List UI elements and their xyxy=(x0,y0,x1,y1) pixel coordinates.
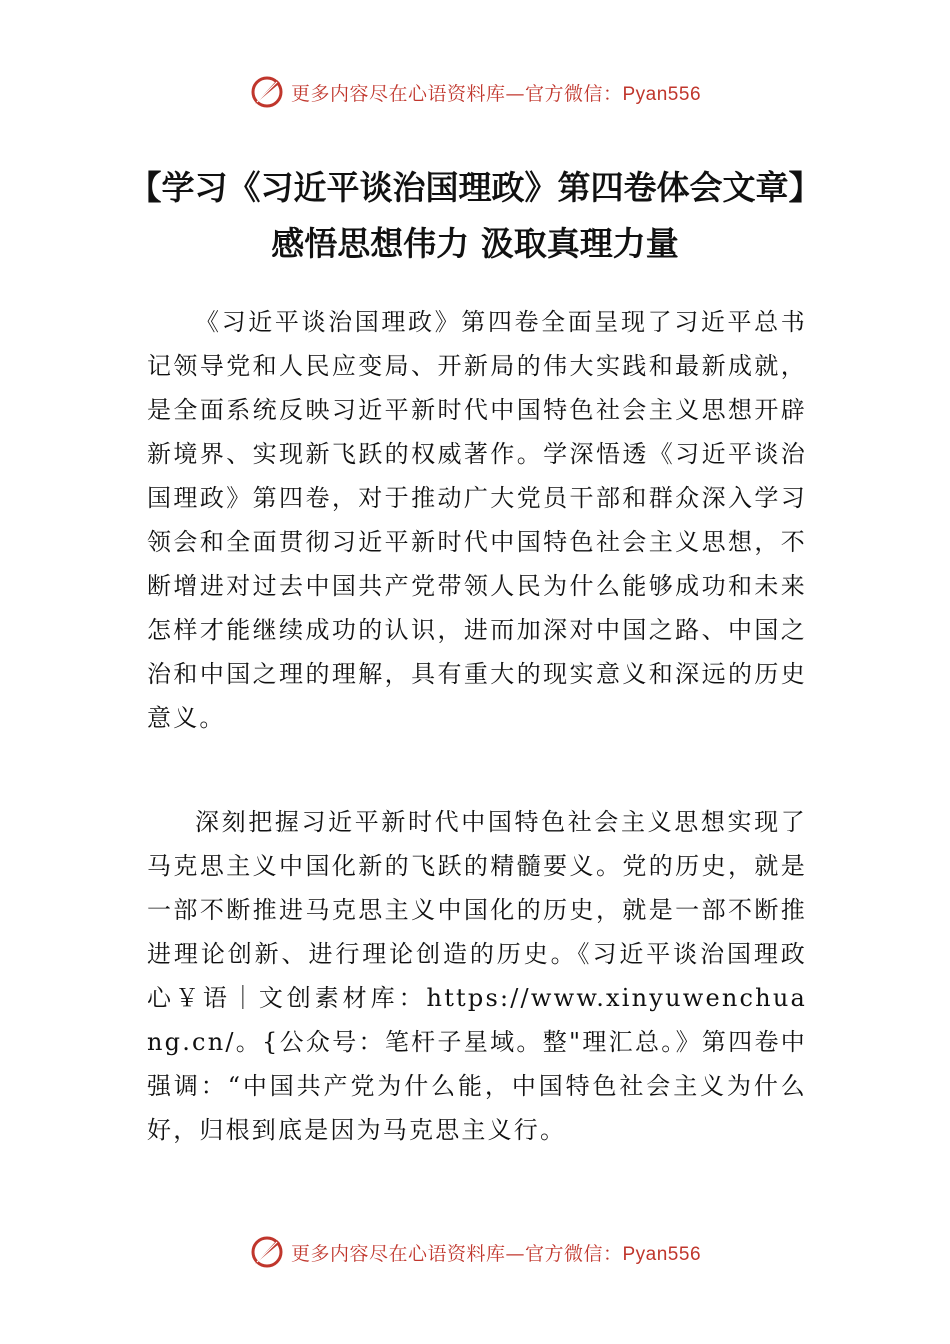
banner-slogan: 更多内容尽在心语资料库— xyxy=(290,82,525,105)
banner-slogan: 更多内容尽在心语资料库— xyxy=(290,1242,525,1265)
quill-logo-icon xyxy=(249,1234,285,1270)
quill-logo-icon xyxy=(249,74,285,110)
banner-wechat-label: 官方微信： xyxy=(524,1242,623,1265)
document-body xyxy=(147,300,807,1152)
banner-text xyxy=(291,79,701,106)
footer-banner xyxy=(0,1230,950,1274)
paragraph-1: 《习近平谈治国理政》第四卷全面呈现了习近平总书记领导党和人民应变局、开新局的伟大实践和最新成就，是全面系统反映习近平新时代中国特色社会主义思想开辟新境界、实现新飞跃的权威著作。学深悟透《习近平谈治国理政》第四卷，对于推动广大党员干部和群众深入学习领会和全面贯彻习近平新时代中国特色社会主义思想，不断增进对过去中国共产党带领人民为什么能够成功和未来怎样才能继续成功的认识，进而加深对中国之路、中国之治和中国之理的理解，具有重大的现实意义和深远的历史意义。 xyxy=(147,308,807,732)
banner-wechat-label: 官方微信： xyxy=(524,82,623,105)
paragraph-2: 深刻把握习近平新时代中国特色社会主义思想实现了马克思主义中国化新的飞跃的精髓要义。党的历史，就是一部不断推进马克思主义中国化的历史，就是一部不断推进理论创新、进行理论创造的历史。《习近平谈治国理政心￥语｜文创素材库：https://www.xinyuwenchuang.cn/。{公众号：笔杆子星域。整"理汇总。》第四卷中强调：“中国共产党为什么能，中国特色社会主义为什么好，归根到底是因为马克思主义行。 xyxy=(147,808,807,1144)
document-title: 【学习《习近平谈治国理政》第四卷体会文章】感悟思想伟力 汲取真理力量 xyxy=(128,168,822,263)
banner-text xyxy=(291,1239,701,1266)
banner-wechat-id: Pyan556 xyxy=(622,1243,702,1265)
banner-wechat-id: Pyan556 xyxy=(622,83,702,105)
header-banner xyxy=(0,70,950,114)
